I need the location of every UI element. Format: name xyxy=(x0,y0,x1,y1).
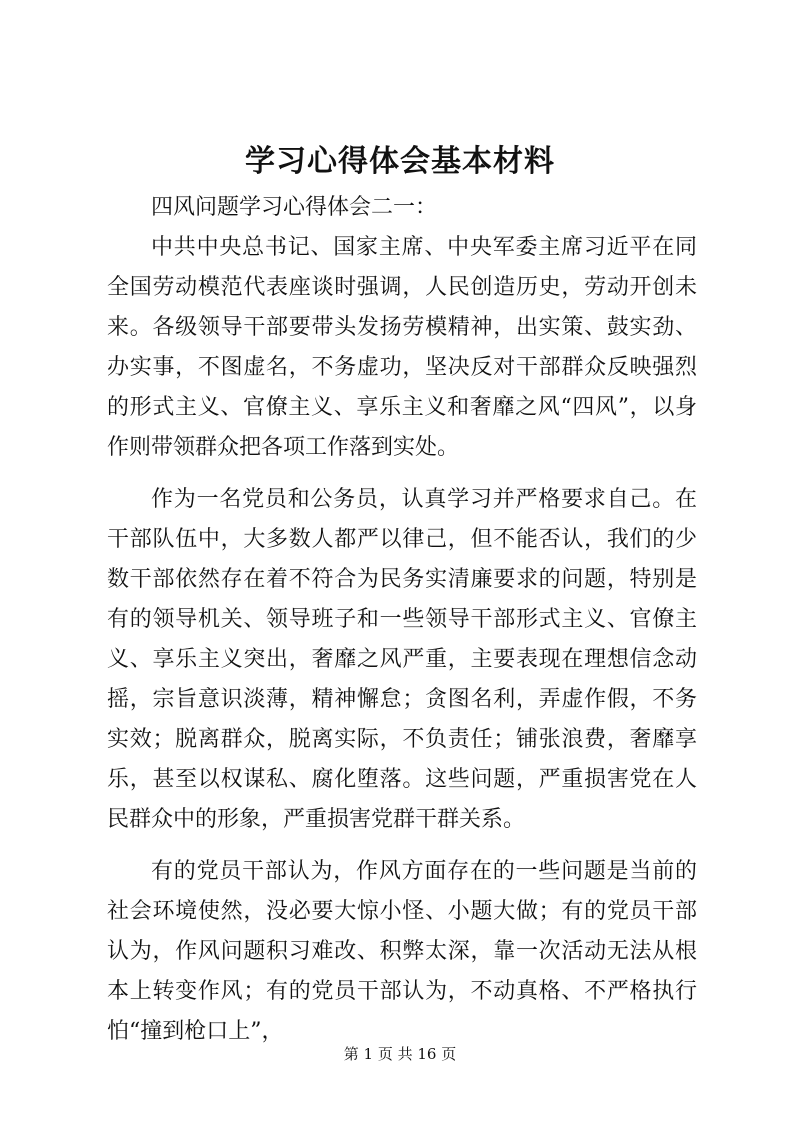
document-title: 学习心得体会基本材料 xyxy=(245,144,555,179)
paragraph: 中共中央总书记、国家主席、中央军委主席习近平在同全国劳动模范代表座谈时强调，人民创造历史，劳动开创未来。各级领导干部要带头发扬劳模精神，出实策、鼓实劲、办实事，不图虚名，不务虚功，坚决反对干部群众反映强烈的形式主义、官僚主义、享乐主义和奢靡之风“四风”，以身作则带领群众把各项工作落到实处。 xyxy=(107,235,697,460)
paragraph-subtitle: 四风问题学习心得体会二一： xyxy=(151,195,438,220)
document-body xyxy=(107,188,697,1052)
paragraph: 作为一名党员和公务员，认真学习并严格要求自己。在干部队伍中，大多数人都严以律己，但不能否认，我们的少数干部依然存在着不符合为民务实清廉要求的问题，特别是有的领导机关、领导班子和一些领导干部形式主义、官僚主义、享乐主义突出，奢靡之风严重，主要表现在理想信念动摇，宗旨意识淡薄，精神懈怠；贪图名利，弄虚作假，不务实效；脱离群众，脱离实际，不负责任；铺张浪费，奢靡享乐，甚至以权谋私、腐化堕落。这些问题，严重损害党在人民群众中的形象，严重损害党群干群关系。 xyxy=(107,487,697,832)
paragraph: 有的党员干部认为，作风方面存在的一些问题是当前的社会环境使然，没必要大惊小怪、小题大做；有的党员干部认为，作风问题积习难改、积弊太深，靠一次活动无法从根本上转变作风；有的党员干部认为，不动真格、不严格执行怕“撞到枪口上”， xyxy=(107,859,697,1044)
page-footer: 第 1 页 共 16 页 xyxy=(343,1045,457,1063)
